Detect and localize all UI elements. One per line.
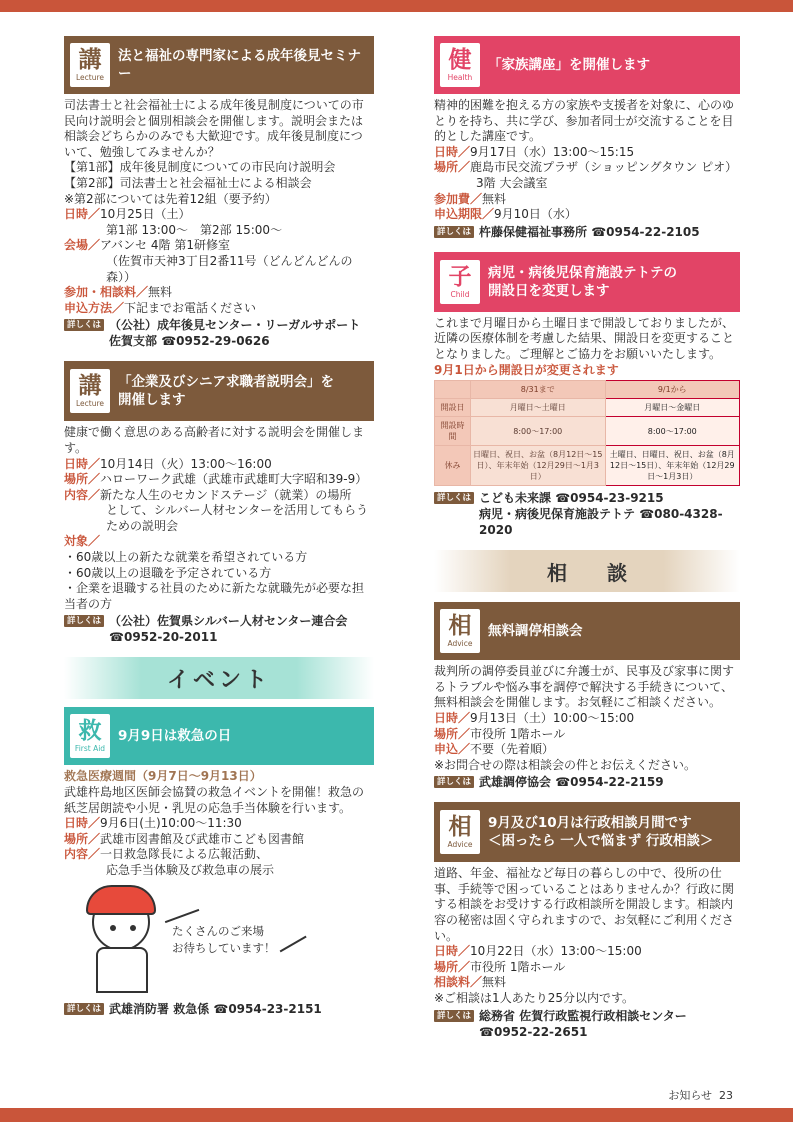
contact-phone: 佐賀支部 ☎0952-29-0626 [109,334,270,349]
apply-value: 下記までお電話ください [124,300,257,315]
row-label: 休み [435,446,471,486]
new-schedule-header: 9/1から [605,381,740,399]
first-aid-icon: 救 First Aid [70,714,110,758]
venue-label: 場所／ [434,959,471,974]
contact-org: 武雄調停協会 ☎0954-22-2159 [479,775,664,790]
section-title-2: ＜困ったら 一人で悩まず 行政相談＞ [488,833,714,850]
note: ※お問合せの際は相談会の件とお伝えください。 [434,757,697,772]
section-title: 「企業及びシニア求職者説明会」を [118,374,334,391]
body-line: 【第2部】司法書士と社会福祉士による相談会 [64,175,312,190]
fee-value: 無料 [482,975,507,990]
date-label: 日時／ [434,144,471,159]
section-title: 9月9日は救急の日 [118,728,232,745]
fee-label: 参加費／ [434,191,483,206]
contact-info [434,490,740,538]
section-title: 「家族講座」を開催します [488,57,650,73]
old-value: 月曜日～土曜日 [471,399,606,417]
venue-label: 場所／ [64,472,101,487]
section-title: 病児・病後児保育施設テトテの [488,264,677,281]
date-value: 10月14日（火）13:00～16:00 [100,456,272,471]
fee-label: 相談料／ [434,975,483,990]
new-value: 土曜日、日曜日、祝日、お盆（8月12日～15日）、年末年始（12月29日～1月3日） [605,446,740,486]
content-label: 内容／ [64,487,101,502]
contact-org-2: 病児・病後児保育施設テトテ ☎080-4328-2020 [479,507,723,538]
table-corner [435,381,471,399]
deadline-label: 申込期限／ [434,207,495,222]
contact-info [434,1008,740,1040]
venue-value-2: （佐賀市天神3丁目2番11号（どんどんどんの森）） [106,253,353,284]
venue-value: アバンセ 4階 第1研修室 [100,238,230,253]
target-item: ・60歳以上の新たな就業を希望されている方 [64,550,308,565]
section-body: 裁判所の調停委員並びに弁護士が、民事及び家事に関するトラブルや悩み事を調停で解決する手続きについて、無料相談会を開催します。お気軽にご相談ください。 [434,664,735,710]
date-label: 日時／ [64,816,101,831]
contact-info [64,1001,374,1017]
apply-label: 申込方法／ [64,300,125,315]
consult-banner: 相談 [434,550,740,592]
contact-org: 総務省 佐賀行政監視行政相談センター [479,1008,687,1023]
child-icon: 子 Child [440,260,480,304]
fee-label: 参加・相談料／ [64,285,149,300]
contact-org: 武雄消防署 救急係 ☎0954-23-2151 [109,1001,322,1016]
fee-value: 無料 [482,191,507,206]
date-value-2: 第1部 13:00～ 第2部 15:00～ [106,222,283,237]
venue-label: 会場／ [64,238,101,253]
section-header [434,602,740,660]
section-body: 健康で働く意思のある高齢者に対する説明会を開催します。 [64,425,365,455]
advice-icon: 相 Advice [440,810,480,854]
contact-org: 杵藤保健福祉事務所 ☎0954-22-2105 [479,224,700,239]
venue-label: 場所／ [64,831,101,846]
section-body: 司法書士と社会福祉士による成年後見制度についての市民向け説明会と個別相談会を開催します。説明会または相談会どちらかのみでも大歓迎です。成年後見制度について、勉強してみませんか？ [64,98,364,159]
fee-value: 無料 [148,285,173,300]
event-banner: イベント [64,657,374,699]
table-row [435,446,740,486]
table-row [435,381,740,399]
section-family-lecture [434,36,740,240]
content-value-2: として、シルバー人材センターを活用してもらうための説明会 [106,503,369,533]
apply-value: 不要（先着順） [470,742,555,757]
bottom-bar [0,1108,793,1122]
contact-org: （公社）成年後見センター・リーガルサポート [109,318,361,333]
row-label: 開設時間 [435,417,471,446]
section-body: 武雄杵島地区医師会協賛の救急イベントを開催！救急の紙芝居朗読や小児・乳児の応急手当体験を行います。 [64,785,365,815]
section-body: これまで月曜日から土曜日まで開設しておりましたが、近隣の医療体制を考慮した結果、開設日を変更することとなりました。ご理解とご協力をお願いいたします。 [434,315,735,361]
section-body: 精神的困難を抱える方の家族や支援者を対象に、心のゆとりを持ち、共に学び、参加者同士が交流することを目的とした講座です。 [434,98,735,144]
firefighter-illustration [64,885,374,997]
lecture-icon: 講 Lecture [70,43,110,87]
page-number: 23 [719,1089,733,1102]
body-line: 【第1部】成年後見制度についての市民向け説明会 [64,160,336,175]
date-value: 9月13日（土）10:00～15:00 [470,710,635,725]
section-childcare-facility [434,252,740,538]
venue-label: 場所／ [434,726,471,741]
date-value: 10月22日（水）13:00～15:00 [470,944,642,959]
schedule-table [434,380,740,486]
footer-label: お知らせ [668,1089,712,1102]
body-line: ※第2部については先着12組（要予約） [64,191,277,206]
venue-value: 市役所 1階ホール [470,726,566,741]
content-label: 内容／ [64,847,101,862]
date-label: 日時／ [64,207,101,222]
contact-org: こども未来課 ☎0954-23-9215 [479,491,664,506]
details-badge: 詳しくは [434,226,474,238]
date-value: 9月17日（水）13:00～15:15 [470,144,635,159]
contact-org: （公社）佐賀県シルバー人材センター連合会 [109,614,348,629]
top-bar [0,0,793,12]
date-value: 9月6日(土)10:00～11:30 [100,816,242,831]
section-header [434,802,740,862]
deadline-value: 9月10日（水） [494,207,577,222]
target-label: 対象／ [64,534,101,549]
advice-icon: 相 Advice [440,609,480,653]
old-schedule-header: 8/31まで [471,381,606,399]
target-item: ・60歳以上の退職を予定されている方 [64,565,272,580]
new-value: 8:00～17:00 [605,417,740,446]
section-title: 9月及び10月は行政相談月間です [488,815,692,832]
contact-phone: ☎0952-22-2651 [479,1024,588,1039]
contact-info [434,774,740,790]
details-badge: 詳しくは [64,615,104,627]
section-first-aid-day [64,707,374,1016]
date-label: 日時／ [434,710,471,725]
venue-value-2: 3階 大会議室 [476,175,548,190]
details-badge: 詳しくは [64,1003,104,1015]
right-column [434,36,740,1052]
health-icon: 健 Health [440,43,480,87]
table-row [435,417,740,446]
target-item: ・企業を退職する社員のために新たな就職先が必要な担当者の方 [64,581,365,611]
section-senior-job-fair [64,361,374,645]
section-header [434,36,740,94]
section-mediation-consultation [434,602,740,790]
section-title: 無料調停相談会 [488,623,583,640]
table-row [435,399,740,417]
section-title-2: 開催します [118,392,186,409]
section-title: 法と福祉の専門家による成年後見セミナー [118,48,361,82]
note: ※ご相談は1人あたり25分以内です。 [434,991,635,1006]
venue-value: 武雄市図書館及び武雄市こども図書館 [100,831,305,846]
section-header [64,36,374,94]
new-value: 月曜日～金曜日 [605,399,740,417]
date-value: 10月25日（土） [100,207,191,222]
old-value: 日曜日、祝日、お盆（8月12日～15日）、年末年始（12月29日～1月3日） [471,446,606,486]
old-value: 8:00～17:00 [471,417,606,446]
contact-info [434,224,740,240]
venue-value: 市役所 1階ホール [470,959,566,974]
venue-value: 鹿島市民交流プラザ（ショッピングタウン ピオ） [470,160,738,175]
speech-text: たくさんのご来場 お待ちしています！ [172,923,276,955]
venue-value: ハローワーク武雄（武雄市武雄町大字昭和39-9） [100,472,368,487]
emergency-week: 救急医療週間（9月7日～9月13日） [64,769,262,784]
apply-label: 申込／ [434,742,471,757]
section-header [64,361,374,421]
details-badge: 詳しくは [434,1010,474,1022]
content-value-2: 応急手当体験及び救急車の展示 [106,863,275,877]
content-value: 新たな人生のセカンドステージ（就業）の場所 [100,487,352,502]
date-label: 日時／ [434,944,471,959]
date-label: 日時／ [64,456,101,471]
details-badge: 詳しくは [64,319,104,331]
contact-info [64,613,374,645]
section-body: 道路、年金、福祉など毎日の暮らしの中で、役所の仕事、手続等で困っていることはありませんか？行政に関する相談をお受けする行政相談所を開設します。相談内容の秘密は固く守られますので、お気軽にご利用ください。 [434,866,735,943]
details-badge: 詳しくは [434,776,474,788]
left-column [64,36,374,1029]
change-notice: 9月1日から開設日が変更されます [434,362,619,377]
row-label: 開設日 [435,399,471,417]
contact-info [64,317,374,349]
page-footer [668,1087,733,1103]
section-header [64,707,374,765]
lecture-icon: 講 Lecture [70,369,110,413]
content-value: 一日救急隊長による広報活動、 [100,847,269,862]
section-administrative-consultation [434,802,740,1039]
section-title-2: 開設日を変更します [488,282,610,299]
venue-label: 場所／ [434,160,471,175]
section-header [434,252,740,312]
contact-phone: ☎0952-20-2011 [109,630,218,645]
section-adult-guardianship-seminar [64,36,374,349]
details-badge: 詳しくは [434,492,474,504]
